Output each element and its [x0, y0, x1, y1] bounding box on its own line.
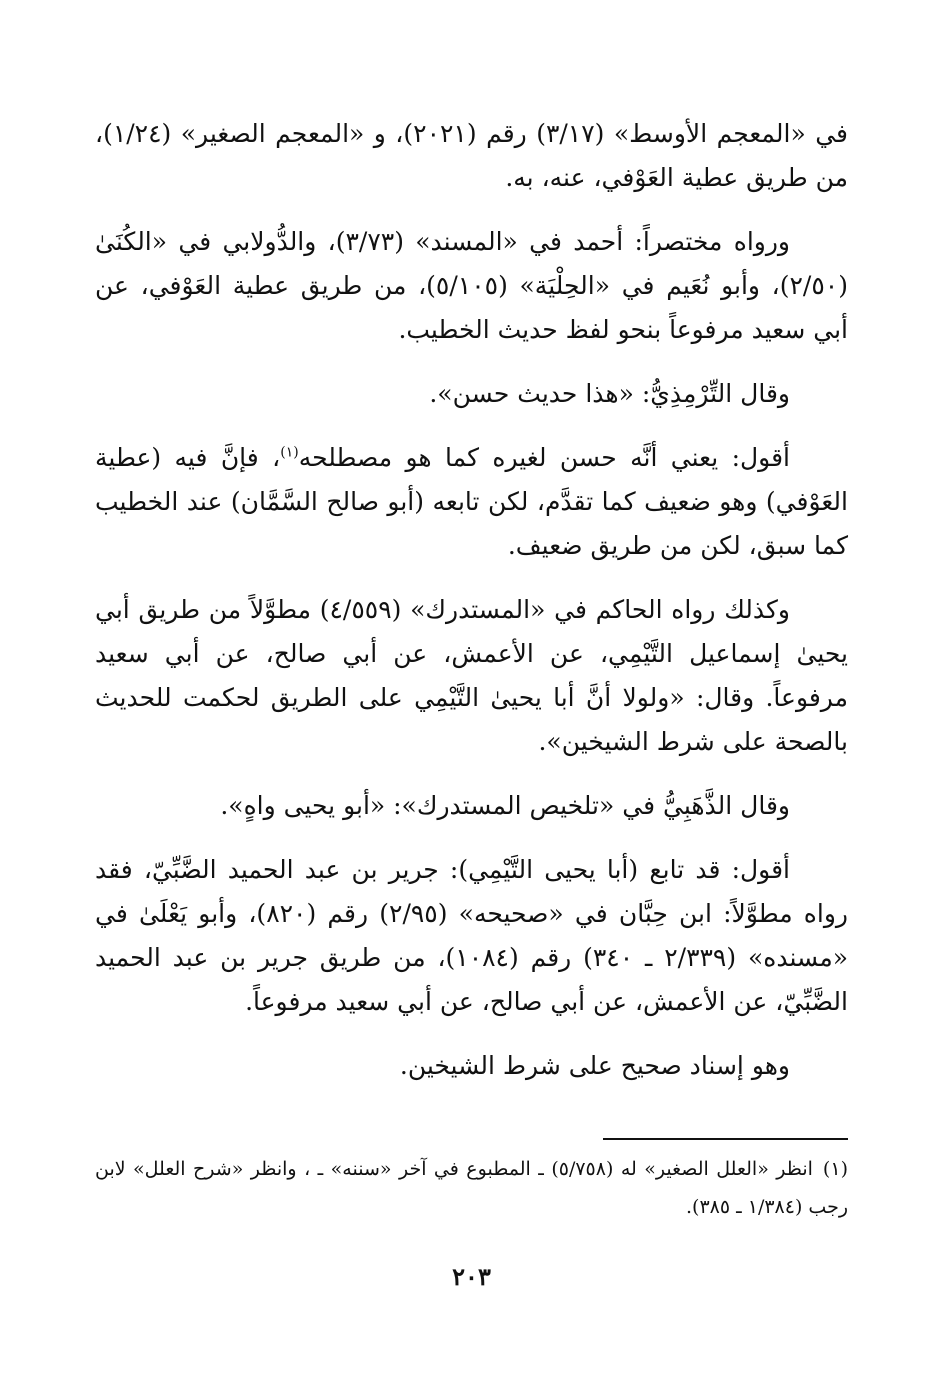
paragraph-6 — [95, 784, 848, 828]
paragraph-3-text: وقال التِّرْمِذِيُّ: «هذا حديث حسن». — [429, 379, 790, 408]
paragraph-4-text-after-ref: ، فإنَّ فيه (عطية العَوْفي) وهو ضعيف كما تقدَّم، لكن تابعه (أبو صالح السَّمَّان) عند الخطيب كما سبق، لكن من طريق ضعيف. — [95, 443, 848, 560]
page-number: ٢٠٣ — [452, 1262, 491, 1291]
paragraph-7 — [95, 848, 848, 1024]
paragraph-1-text: في «المعجم الأوسط» (٣/١٧) رقم (٢٠٢١)، و «المعجم الصغير» (١/٢٤)، من طريق عطية العَوْفي، عنه، به. — [95, 119, 848, 192]
page-body — [95, 112, 848, 1108]
paragraph-7-text: أقول: قد تابع (أبا يحيى التَّيْمِي): جرير بن عبد الحميد الضَّبِّيّ، فقد رواه مطوَّلاً: ابن حِبَّان في «صحيحه» (٢/٩٥) رقم (٨٢٠)، وأبو يَعْلَىٰ في «مسنده» (٢/٣٣٩ ـ ٣٤٠) رقم (١٠٨٤)، من طريق جرير بن عبد الحميد الضَّبِّيّ، عن الأعمش، عن أبي صالح، عن أبي سعيد مرفوعاً. — [95, 855, 849, 1016]
paragraph-4 — [95, 436, 848, 568]
paragraph-6-text: وقال الذَّهَبِيُّ في «تلخيص المستدرك»: «أبو يحيى واهٍ». — [220, 791, 790, 820]
footnote-number: (١) — [822, 1158, 848, 1180]
paragraph-3 — [95, 372, 848, 416]
footnotes-section — [95, 1150, 848, 1226]
paragraph-5 — [95, 588, 848, 764]
footnote-divider — [603, 1138, 848, 1140]
paragraph-1 — [95, 112, 848, 200]
footnote-text: انظر «العلل الصغير» له (٥/٧٥٨) ـ المطبوع في آخر «سننه» ـ ، وانظر «شرح العلل» لابن رجب (١/٣٨٤ ـ ٣٨٥). — [95, 1158, 848, 1218]
paragraph-4-text-before-ref: أقول: يعني أنَّه حسن لغيره كما هو مصطلحه — [298, 443, 790, 472]
paragraph-8 — [95, 1044, 848, 1088]
paragraph-2-text: ورواه مختصراً: أحمد في «المسند» (٣/٧٣)، والدُّولابي في «الكُنَىٰ (٢/٥٠)، وأبو نُعَيم في «الحِلْيَة» (٥/١٠٥)، من طريق عطية العَوْفي، عن أبي سعيد مرفوعاً بنحو لفظ حديث الخطيب. — [95, 227, 848, 344]
footnote-item — [95, 1150, 848, 1226]
paragraph-8-text: وهو إسناد صحيح على شرط الشيخين. — [399, 1051, 790, 1080]
footnote-reference[interactable]: (١) — [280, 444, 299, 461]
paragraph-2 — [95, 220, 848, 352]
paragraph-5-text: وكذلك رواه الحاكم في «المستدرك» (٤/٥٥٩) مطوَّلاً من طريق أبي يحيىٰ إسماعيل التَّيْمِي، عن الأعمش، عن أبي صالح، عن أبي سعيد مرفوعاً. وقال: «ولولا أنَّ أبا يحيىٰ التَّيْمِي على الطريق لحكمت للحديث بالصحة على شرط الشيخين». — [95, 595, 848, 756]
